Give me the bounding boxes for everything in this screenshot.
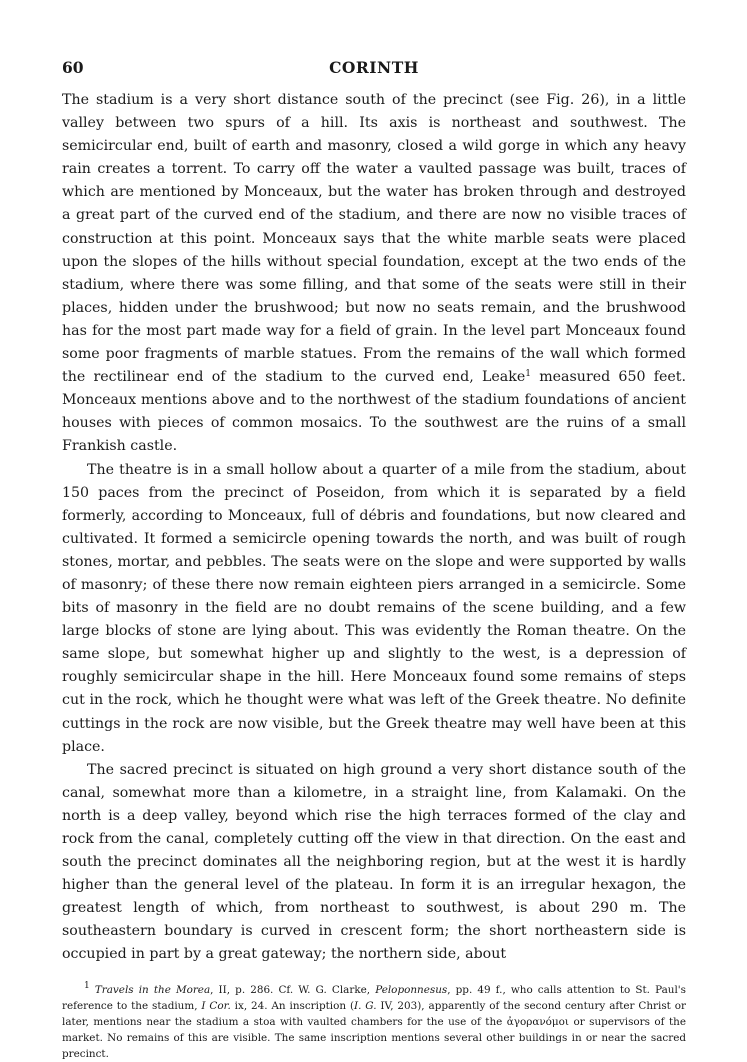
paragraph-stadium-text: The stadium is a very short distance south of the precinct (see Fig. 26), in a little valley between two spurs of a hill. Its axis is northeast and southwest. The semicircular end, built of earth and masonry, closed a wild gorge in which any heavy rain creates a torrent. To carry off the water a vaulted passage was built, traces of which are mentioned by Monceaux, but the water has broken through and destroyed a great part of the curved end of the stadium, and there are now no visible traces of construction at this point. Monceaux says that the white marble seats were placed upon the slopes of the hills without special foundation, except at the two ends of the stadium, where there was some filling, and that some of the seats were still in their places, hidden under the brushwood; but now no seats remain, and the brushwood has for the most part made way for a field of grain. In the level part Monceaux found some poor fragments of marble statues. From the remains of the wall which formed the rectilinear end of the stadium to the curved end, Leake xyxy=(62,92,686,386)
footnote-reference-title: I. G. xyxy=(354,999,377,1012)
footnote-reference-title: I Cor. xyxy=(201,999,231,1012)
footnote-text: ix, 24. An inscription ( xyxy=(230,999,355,1012)
page-header xyxy=(62,58,686,82)
page-number: 60 xyxy=(62,58,84,77)
running-title: CORINTH xyxy=(329,58,419,77)
footnotes xyxy=(62,982,686,1062)
footnote-work-title: Peloponnesus xyxy=(375,983,448,996)
paragraph-sacred-precinct: The sacred precinct is situated on high ground a very short distance south of the canal, somewhat more than a kilometre, in a straight line, from Kalamaki. On the north is a deep valley, beyond which rise the high terraces formed of the clay and rock from the canal, completely cutting off the view in that direction. On the east and south the precinct dominates all the neighboring region, but at the west it is hardly higher than the general level of the plateau. In form it is an irregular hexagon, the greatest length of which, from northeast to southwest, is about 290 m. The southeastern boundary is curved in crescent form; the short northeastern side is occupied in part by a great gateway; the northern side, about xyxy=(62,761,686,963)
footnote-text: , pp. 49 f., who calls attention to St. Paul's reference to the stadium, xyxy=(62,983,686,1012)
paragraph-stadium-text-end: measured 650 feet. Monceaux mentions above and to the northwest of the stadium foundations of ancient houses with pieces of common mosaics. To the southwest are the ruins of a small Frankish castle. xyxy=(62,369,686,455)
body-text xyxy=(62,89,686,967)
footnote-mark: 1 xyxy=(84,980,90,991)
footnote-text: , II, p. 286. Cf. W. G. Clarke, xyxy=(210,983,376,996)
footnote-reference: 1 xyxy=(525,369,531,380)
paragraph-stadium xyxy=(62,89,686,459)
page xyxy=(62,58,686,1062)
footnote xyxy=(62,982,686,1062)
paragraph-theatre: The theatre is in a small hollow about a quarter of a mile from the stadium, about 150 paces from the precinct of Poseidon, from which it is separated by a field formerly, according to Monceaux, full of débris and foundations, but now cleared and cultivated. It formed a semicircle opening towards the north, and was built of rough stones, mortar, and pebbles. The seats were on the slope and were supported by walls of masonry; of these there now remain eighteen piers arranged in a semicircle. Some bits of masonry in the field are no doubt remains of the scene building, and a few large blocks of stone are lying about. This was evidently the Roman theatre. On the same slope, but somewhat higher up and slightly to the west, is a depression of roughly semicircular shape in the hill. Here Monceaux found some remains of steps cut in the rock, which he thought were what was left of the Greek theatre. No definite cuttings in the rock are now visible, but the Greek theatre may well have been at this place. xyxy=(62,461,686,755)
footnote-text: IV, 203), apparently of the second century after Christ or later, mentions near the stadium a stoa with vaulted chambers for the use of the ἀγορανόμοι or supervisors of the market. No remains of this are visible. The same inscription mentions several other buildings in or near the sacred precinct. xyxy=(62,999,686,1060)
footnote-work-title: Travels in the Morea xyxy=(94,983,211,996)
